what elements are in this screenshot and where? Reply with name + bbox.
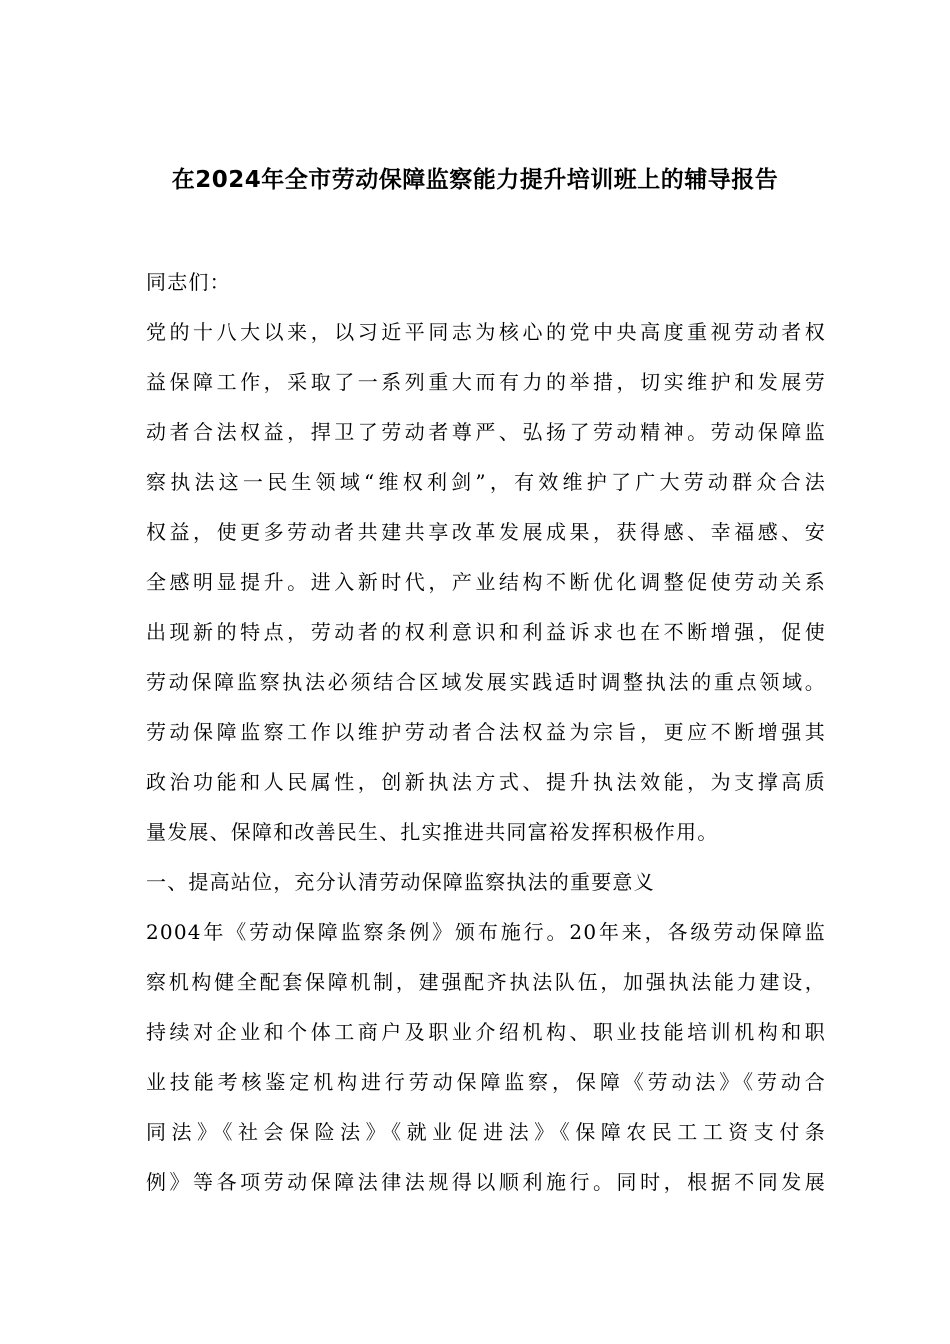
text-line: 党的十八大以来，以习近平同志为核心的党中央高度重视劳动者权: [146, 320, 826, 344]
text-line: 全感明显提升。进入新时代，产业结构不断优化调整促使劳动关系: [146, 570, 826, 594]
text-line: 劳动保障监察执法必须结合区域发展实践适时调整执法的重点领域。: [146, 670, 826, 694]
text-line: 益保障工作，采取了一系列重大而有力的举措，切实维护和发展劳: [146, 370, 826, 394]
text-line: 例》等各项劳动保障法律法规得以顺利施行。同时，根据不同发展: [146, 1170, 826, 1194]
greeting-line: 同志们：: [146, 270, 231, 294]
section-heading: 一、提高站位，充分认清劳动保障监察执法的重要意义: [146, 870, 655, 894]
text-line: 权益，使更多劳动者共建共享改革发展成果，获得感、幸福感、安: [146, 520, 826, 544]
text-line: 业技能考核鉴定机构进行劳动保障监察，保障《劳动法》《劳动合: [146, 1070, 826, 1094]
text-line: 动者合法权益，捍卫了劳动者尊严、弘扬了劳动精神。劳动保障监: [146, 420, 826, 444]
document-title: 在2024年全市劳动保障监察能力提升培训班上的辅导报告: [171, 167, 779, 193]
text-line: 量发展、保障和改善民生、扎实推进共同富裕发挥积极作用。: [146, 820, 719, 844]
text-line: 2004年《劳动保障监察条例》颁布施行。20年来，各级劳动保障监: [146, 920, 826, 944]
text-line: 劳动保障监察工作以维护劳动者合法权益为宗旨，更应不断增强其: [146, 720, 826, 744]
text-line: 政治功能和人民属性，创新执法方式、提升执法效能，为支撑高质: [146, 770, 826, 794]
document-body: [146, 257, 826, 1207]
text-line: 持续对企业和个体工商户及职业介绍机构、职业技能培训机构和职: [146, 1020, 826, 1044]
text-line: 出现新的特点，劳动者的权利意识和利益诉求也在不断增强，促使: [146, 620, 826, 644]
text-line: 察执法这一民生领域“维权利剑”，有效维护了广大劳动群众合法: [146, 470, 826, 494]
text-line: 同法》《社会保险法》《就业促进法》《保障农民工工资支付条: [146, 1120, 826, 1144]
text-line: 察机构健全配套保障机制，建强配齐执法队伍，加强执法能力建设，: [146, 970, 826, 994]
